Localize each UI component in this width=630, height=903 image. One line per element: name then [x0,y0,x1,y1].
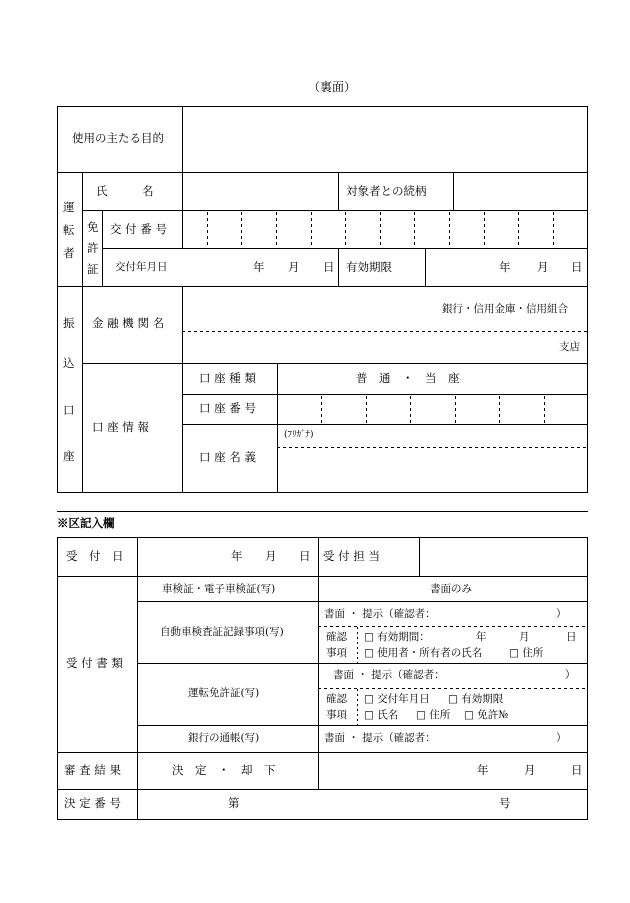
number-suffix: 号 [499,796,511,810]
name-label: 氏 名 [96,184,154,198]
branch-field[interactable] [183,332,587,363]
confirm-label-2a: 確認 [326,693,347,705]
bank-types: 銀行・信用金庫・信用組合 [442,303,568,315]
purpose-label: 使用の主たる目的 [72,131,164,145]
check-owner-name[interactable]: □ 使用者・所有者の氏名 [364,647,483,659]
furigana-field[interactable] [278,425,587,447]
reception-month-unit: 月 [265,549,277,563]
purpose-field[interactable] [183,107,587,172]
license-label-2: 許 [87,241,99,255]
present-line-1: 書面 ・ 提示（確認者： [324,608,436,620]
doc-bankbook: 銀行の通帳(写) [188,732,260,744]
doc-driver-license: 運転免許証(写) [188,687,260,699]
issue-year-unit: 年 [253,260,265,274]
confirm-label-1b: 事項 [326,647,347,659]
name-field[interactable] [183,173,338,210]
account-holder-label: 口 座 名 義 [199,450,256,464]
doc-vehicle-cert: 車検証・電子車検証(写) [162,583,276,595]
check-license-no[interactable]: □ 免許№ [464,709,509,721]
confirm-label-1a: 確認 [326,631,347,643]
account-number-field[interactable] [278,395,587,424]
valid-until-label: 有効期限 [346,260,392,274]
check-valid-period[interactable]: □ 有効期間： [364,631,430,643]
decision-number-label: 決 定 番 号 [64,796,121,810]
review-year-unit: 年 [477,763,489,777]
relation-label: 対象者との続柄 [346,184,427,198]
present-line-2: 書面 ・ 提示（確認者： [333,669,445,681]
issue-date-label: 交付年月日 [115,261,168,273]
transfer-label-1: 振 [63,316,75,330]
documents-label: 受 付 書 類 [66,656,123,670]
close-paren-2: ） [565,669,576,681]
license-label-1: 免 [87,220,99,234]
review-month-unit: 月 [524,763,536,777]
reception-day-unit: 日 [299,549,311,563]
issue-day-unit: 日 [323,260,335,274]
check-valid-until[interactable]: □ 有効期限 [448,693,504,705]
driver-label-1: 運 [63,200,75,214]
valid-year-unit: 年 [499,260,511,274]
confirm-label-2b: 事項 [326,709,347,721]
valid-period-year-unit: 年 [476,631,487,643]
receiver-label: 受 付 担 当 [323,549,380,563]
review-options[interactable]: 決 定 ・ 却 下 [172,763,276,777]
branch-label: 支店 [559,341,580,353]
number-prefix: 第 [228,796,240,810]
issue-month-unit: 月 [288,260,300,274]
valid-month-unit: 月 [537,260,549,274]
license-number-field[interactable] [183,211,587,248]
transfer-label-2: 込 [63,356,75,370]
license-label-3: 証 [87,262,99,276]
transfer-label-3: 口 [63,403,75,417]
account-info-label: 口 座 情 報 [92,420,149,434]
review-label: 審 査 結 果 [64,763,121,777]
relation-field[interactable] [454,173,587,210]
review-day-unit: 日 [571,763,583,777]
driver-label-3: 者 [63,246,75,260]
bank-name-label: 金 融 機 関 名 [92,316,165,330]
close-paren-1: ） [556,608,567,620]
page-title: （裏面） [308,80,357,94]
valid-period-month-unit: 月 [519,631,530,643]
reception-date-label: 受 付 日 [66,549,124,563]
valid-period-day-unit: 日 [566,631,577,643]
doc-inspection-record: 自動車検査証記録事項(写) [160,626,284,638]
valid-day-unit: 日 [571,260,583,274]
check-address-2[interactable]: □ 住所 [416,709,451,721]
check-name[interactable]: □ 氏名 [364,709,399,721]
driver-label-2: 転 [63,223,75,237]
present-line-3: 書面 ・ 提示（確認者： [324,732,436,744]
account-type-options[interactable]: 普 通 ・ 当 座 [356,371,460,385]
furigana-label: (ﾌﾘｶﾞﾅ) [284,430,314,440]
account-holder-field[interactable] [278,448,587,492]
ward-heading: ※区記入欄 [57,516,115,530]
account-type-label: 口 座 種 類 [199,371,256,385]
close-paren-3: ） [556,732,567,744]
transfer-label-4: 座 [63,449,75,463]
license-number-label: 交 付 番 号 [110,222,167,236]
account-number-label: 口 座 番 号 [199,401,256,415]
doc-vehicle-cert-value: 書面のみ [430,583,472,595]
check-issue-date[interactable]: □ 交付年月日 [364,693,430,705]
check-address[interactable]: □ 住所 [509,647,544,659]
reception-year-unit: 年 [231,549,243,563]
